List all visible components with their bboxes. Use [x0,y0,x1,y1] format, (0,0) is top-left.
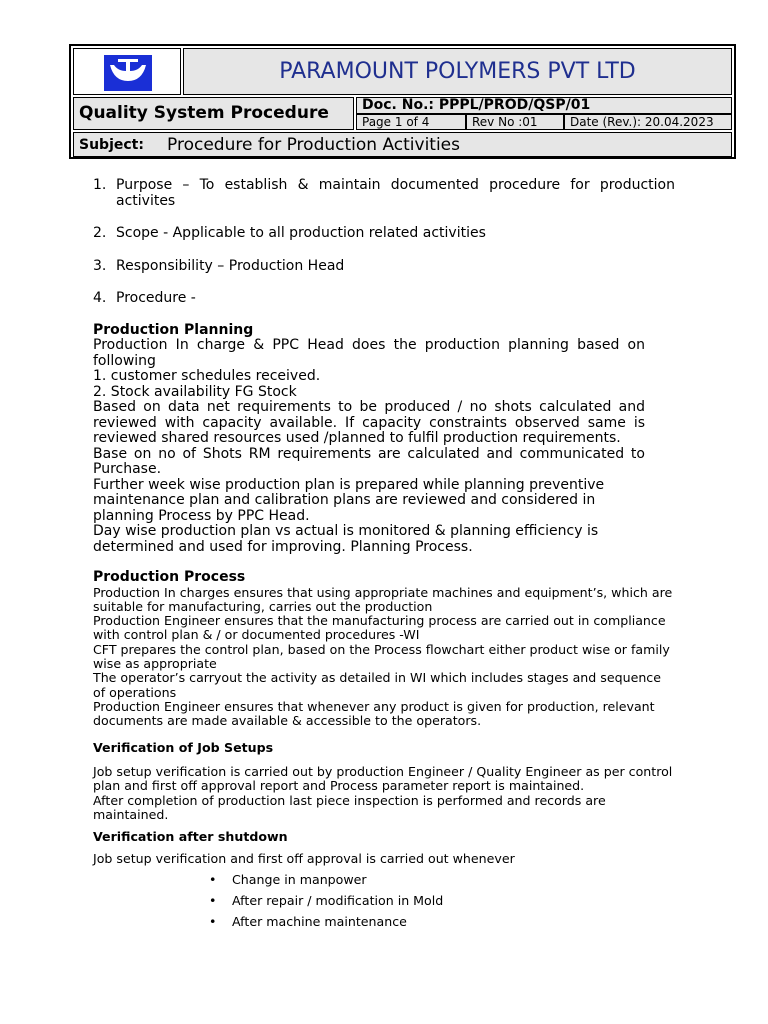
list-item [93,226,675,242]
logo-cell [73,48,181,95]
company-title-cell [183,48,732,95]
bullet-item [93,911,675,932]
revision-cell [466,114,564,130]
item-text: Purpose – To establish & maintain documented procedure for production activites [116,177,675,209]
document-body [93,178,675,932]
item-number: 4. [93,290,107,306]
job-setups-para: After completion of production last piece inspection is performed and records are maintained. [93,792,606,822]
process-line: The operator’s carryout the activity as detailed in WI which includes stages and sequence of operations [93,670,661,700]
bullet-icon: • [209,871,217,887]
planning-line: Day wise production plan vs actual is monitored & planning efficiency is determined and used for improving. Planning Process. [93,523,599,555]
process-line: Production Engineer ensures that the manufacturing process are carried out in compliance with control plan & / or documented procedures -WI [93,613,666,643]
bullet-text: Change in manpower [232,871,367,887]
process-line: CFT prepares the control plan, based on the Process flowchart either product wise or family wise as appropriate [93,641,670,671]
bullet-text: After machine maintenance [232,913,407,929]
process-section [93,586,675,729]
subject-cell [73,132,732,157]
planning-section [93,338,645,555]
planning-heading: Production Planning [93,321,254,338]
process-line: Production Engineer ensures that whenever any product is given for production, relevant documents are made available & accessible to the operators. [93,698,655,729]
revision-number: Rev No :01 [472,115,538,129]
bullet-item [93,869,675,890]
shutdown-heading: Verification after shutdown [93,829,288,845]
subject-text: Procedure for Production Activities [167,135,461,155]
item-number: 2. [93,225,107,241]
list-item [93,178,675,209]
doc-number: Doc. No.: PPPL/PROD/QSP/01 [362,97,591,113]
planning-line: Based on data net requirements to be produced / no shots calculated and reviewed with capacity available. If capacity constraints observed same is reviewed shared resources used /planned to fulfil production requirements. [93,399,645,446]
planning-line: Base on no of Shots RM requirements are calculated and communicated to Purchase. [93,445,645,477]
revision-date: Date (Rev.): 20.04.2023 [570,115,714,129]
planning-line: Production In charge & PPC Head does the production planning based on following [93,337,645,369]
list-item [93,259,675,275]
job-setups-heading: Verification of Job Setups [93,740,274,756]
page-number: Page 1 of 4 [362,115,430,129]
company-logo [104,55,152,91]
shutdown-bullet-list [93,869,675,932]
doc-number-cell [356,97,732,114]
item-text: Responsibility – Production Head [116,257,345,274]
bullet-icon: • [209,913,217,929]
page-cell [356,114,466,130]
numbered-list [93,178,675,307]
list-item [93,291,675,307]
bullet-icon: • [209,892,217,908]
item-text: Scope - Applicable to all production related activities [116,225,486,241]
job-setups-para: Job setup verification is carried out by production Engineer / Quality Engineer as per control plan and first off approval report and Process parameter report is maintained. [93,763,673,794]
process-line: Production In charges ensures that using appropriate machines and equipment’s, which are suitable for manufacturing, carries out the production [93,584,673,614]
item-number: 3. [93,257,107,274]
system-title: Quality System Procedure [79,103,329,123]
shutdown-intro: Job setup verification and first off approval is carried out whenever [93,850,515,866]
company-name: PARAMOUNT POLYMERS PVT LTD [279,59,636,84]
document-header-table [69,44,736,159]
subject-label: Subject: [79,137,144,153]
planning-line: 2. Stock availability FG Stock [93,383,297,400]
planning-line: 1. customer schedules received. [93,368,321,384]
item-number: 1. [93,177,107,193]
bullet-text: After repair / modification in Mold [232,892,444,908]
revision-date-cell [564,114,732,130]
bullet-item [93,890,675,911]
planning-line: Further week wise production plan is prepared while planning preventive maintenance plan and calibration plans are reviewed and considered in planning Process by PPC Head. [93,476,605,524]
system-cell [73,97,354,130]
item-text: Procedure - [116,290,196,306]
process-heading: Production Process [93,569,246,585]
